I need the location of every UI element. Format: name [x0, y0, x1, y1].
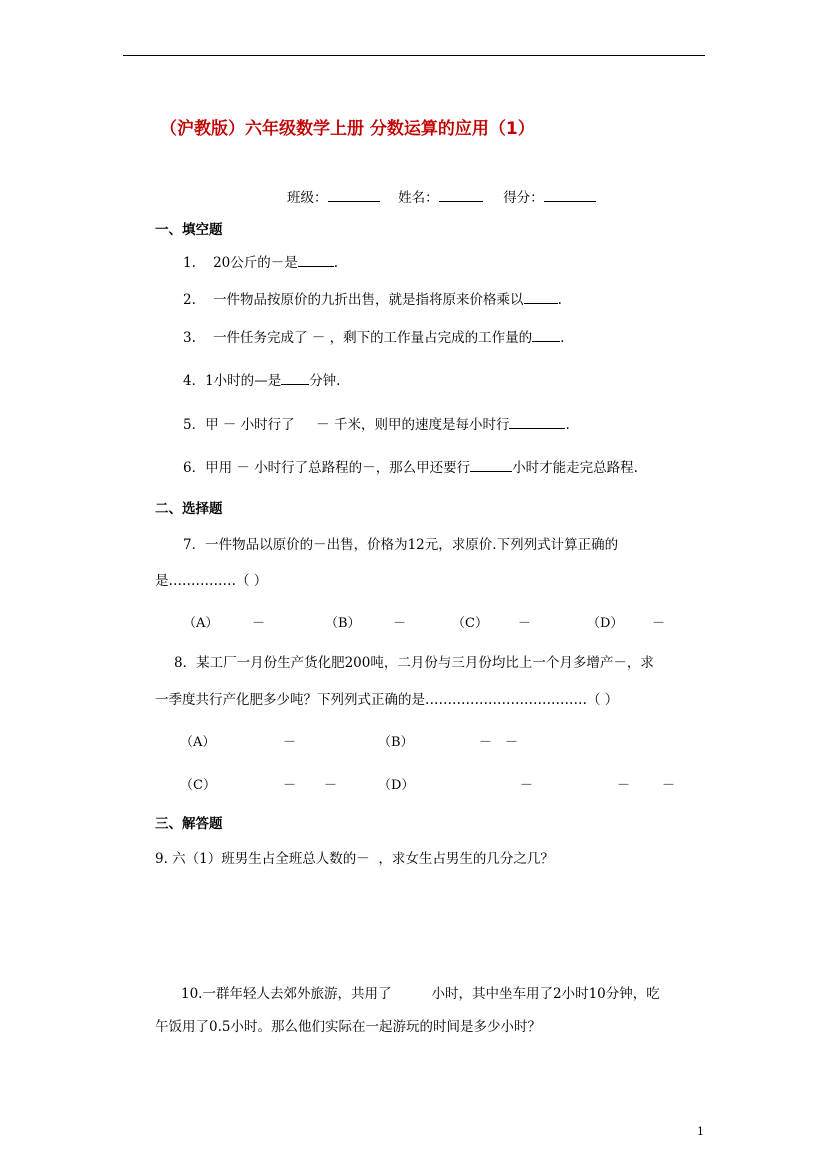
option-formula-placeholder: － [479, 735, 493, 750]
q8-option-b: （B） [378, 735, 414, 750]
answer-blank [524, 291, 558, 304]
question-8-line-1: 8．某工厂一月份生产货化肥200吨，二月份与三月份均比上一个月多增产－，求 [174, 655, 654, 671]
fraction-placeholder: — [254, 373, 268, 389]
answer-blank [532, 329, 560, 342]
section-fill-blank: 一、填空题 [155, 222, 223, 238]
option-formula-placeholder: － [283, 778, 297, 793]
fraction-placeholder: － [270, 255, 285, 271]
answer-blank [470, 459, 512, 472]
q8-option-a: （A） [180, 735, 216, 750]
option-formula-placeholder: － [662, 778, 676, 793]
option-formula-placeholder: － [252, 616, 266, 631]
option-formula-placeholder: － [520, 778, 534, 793]
option-formula-placeholder: － [324, 778, 338, 793]
fraction-placeholder: － [311, 330, 326, 346]
question-5: 5．甲 － 小时行了 － 千米，则甲的速度是每小时行 . [183, 417, 570, 433]
class-label: 班级： [287, 190, 328, 206]
question-8-line-2: 一季度共行产化肥多少吨？下列列式正确的是………………………………（ ） [155, 692, 619, 708]
option-formula-placeholder: － [518, 616, 532, 631]
fraction-placeholder: － [316, 417, 330, 433]
question-3: 3. 一件任务完成了 － ，剩下的工作量占完成的工作量的 . [183, 330, 565, 346]
option-formula-placeholder: － [617, 778, 631, 793]
question-1: 1. 20公斤的－是 . [183, 255, 339, 271]
option-formula-placeholder: － [283, 735, 297, 750]
student-info-row [287, 189, 596, 207]
question-6: 6．甲用 － 小时行了总路程的－，那么甲还要行 小时才能走完总路程. [183, 460, 638, 476]
name-label: 姓名： [398, 190, 439, 206]
fraction-placeholder: － [236, 460, 250, 476]
fraction-placeholder: － [356, 851, 370, 867]
score-label: 得分： [503, 190, 544, 206]
q7-option-d: （D） [587, 616, 624, 631]
answer-blank [509, 416, 565, 429]
question-10-line-1: 10.一群年轻人去郊外旅游，共用了 小时，其中坐车用了2小时10分钟，吃 [181, 986, 660, 1002]
q7-option-b: （B） [325, 616, 361, 631]
question-7-line-2: 是……………（ ） [155, 573, 268, 589]
score-blank [544, 189, 596, 202]
class-blank [328, 189, 380, 202]
name-blank [439, 189, 483, 202]
option-formula-placeholder: － [393, 616, 407, 631]
q7-option-c: （C） [452, 616, 488, 631]
q7-option-a: （A） [183, 616, 219, 631]
fraction-placeholder: － [222, 417, 237, 433]
q8-option-c: （C） [180, 778, 216, 793]
option-formula-placeholder: － [505, 735, 519, 750]
header-rule [123, 55, 705, 56]
page-title: （沪教版）六年级数学上册 分数运算的应用（1） [160, 119, 535, 139]
question-9: 9. 六（1）班男生占全班总人数的－ ，求女生占男生的几分之几？ [155, 851, 554, 867]
section-word-problems: 三、解答题 [155, 816, 223, 832]
fraction-placeholder: － [313, 537, 327, 553]
answer-blank [281, 372, 309, 385]
fraction-placeholder: － [362, 460, 376, 476]
question-7-line-1: 7．一件物品以原价的－出售，价格为12元，求原价.下列列式计算正确的 [183, 537, 619, 553]
q8-option-d: （D） [378, 778, 415, 793]
section-multiple-choice: 二、选择题 [155, 501, 223, 517]
question-10-line-2: 午饭用了0.5小时。那么他们实际在一起游玩的时间是多少小时？ [155, 1019, 541, 1035]
answer-blank [298, 254, 334, 267]
option-formula-placeholder: － [652, 616, 666, 631]
page-number: 1 [697, 1125, 704, 1138]
question-2: 2. 一件物品按原价的九折出售，就是指将原来价格乘以 . [183, 292, 562, 308]
fraction-placeholder: － [613, 655, 627, 671]
question-4: 4．1小时的—是 分钟. [183, 373, 341, 389]
